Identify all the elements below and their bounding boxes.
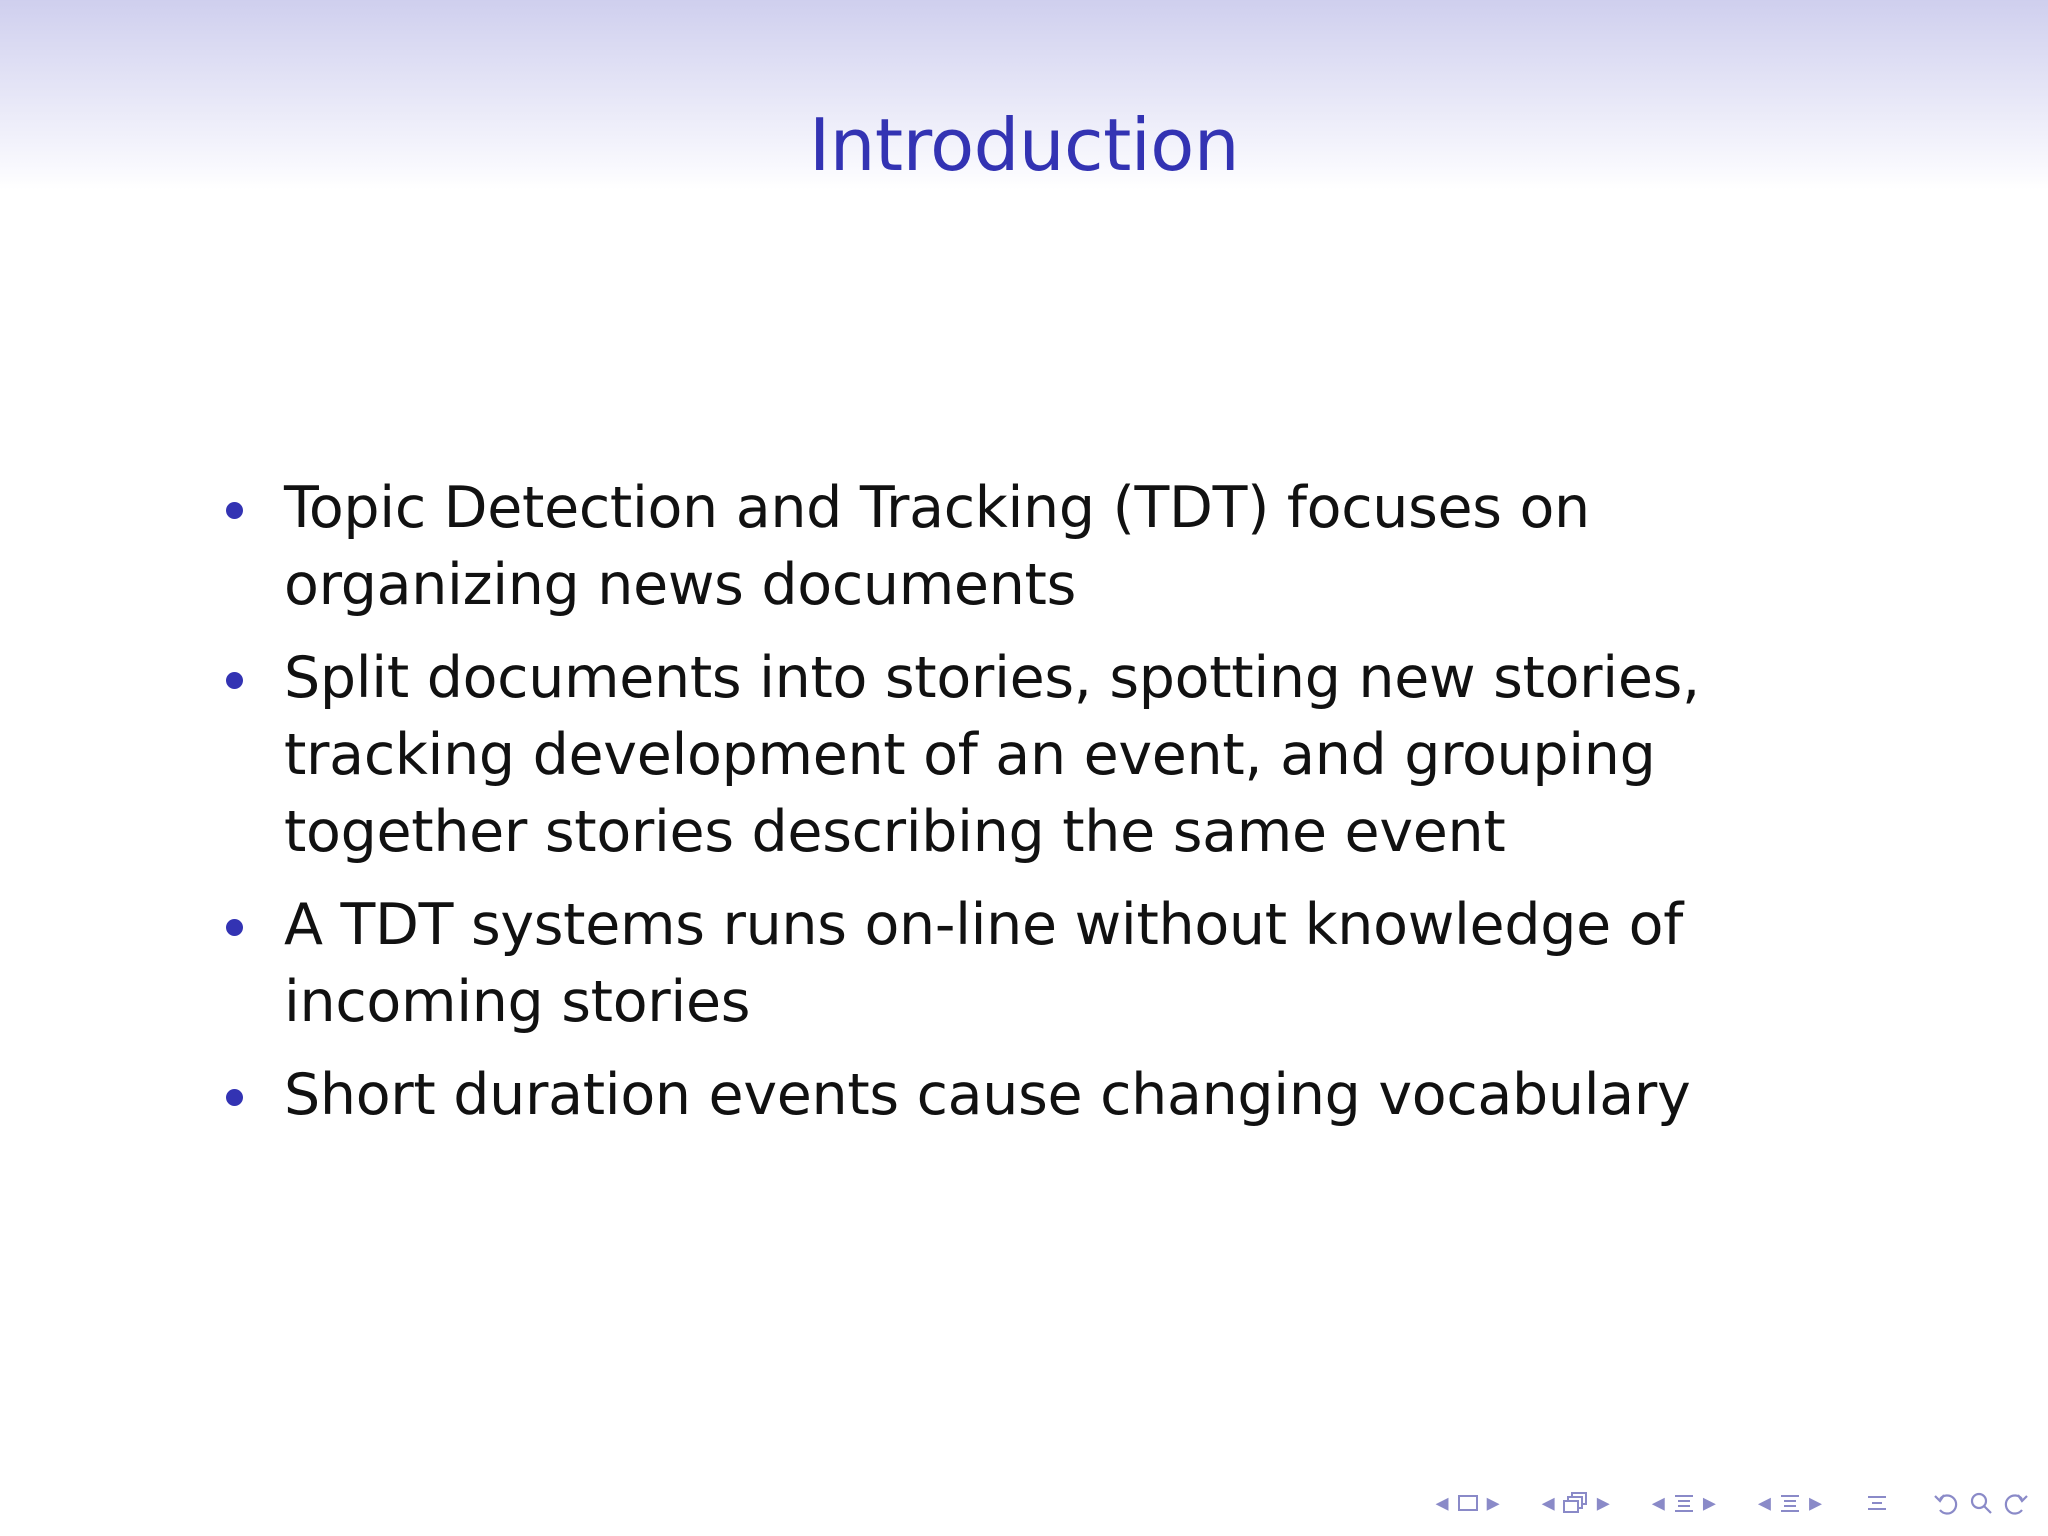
align-nav <box>1864 1492 1890 1514</box>
bullet-list <box>220 470 1860 1150</box>
arrow-left-icon[interactable]: ◂ <box>1651 1488 1665 1518</box>
bullet-text: Split documents into stories, spotting new stories, tracking development of an event, and grouping together stories describing the same event <box>284 645 1700 865</box>
frame-nav <box>1436 1488 1500 1518</box>
arrow-right-icon[interactable]: ▸ <box>1596 1488 1610 1518</box>
subsection-icon[interactable] <box>1563 1491 1589 1515</box>
arrow-right-icon[interactable]: ▸ <box>1486 1488 1500 1518</box>
section-icon[interactable] <box>1779 1492 1801 1514</box>
bullet-icon <box>226 672 243 689</box>
bullet-text: A TDT systems runs on-line without knowledge of incoming stories <box>284 892 1684 1035</box>
section-nav <box>1652 1488 1716 1518</box>
undo-icon[interactable] <box>1932 1491 1960 1515</box>
bullet-text: Topic Detection and Tracking (TDT) focuses on organizing news documents <box>284 475 1590 618</box>
bullet-item <box>220 470 1860 624</box>
beamer-navigation-bar <box>1436 1488 2031 1518</box>
bullet-icon <box>226 1089 243 1106</box>
arrow-left-icon[interactable]: ◂ <box>1541 1488 1555 1518</box>
presentation-nav <box>1758 1488 1822 1518</box>
redo-icon[interactable] <box>2002 1491 2030 1515</box>
bullet-text: Short duration events cause changing vocabulary <box>284 1062 1691 1128</box>
section-icon[interactable] <box>1673 1492 1695 1514</box>
frame-icon[interactable] <box>1457 1494 1479 1512</box>
arrow-left-icon[interactable]: ◂ <box>1435 1488 1449 1518</box>
arrow-right-icon[interactable]: ▸ <box>1702 1488 1716 1518</box>
search-icon[interactable] <box>1968 1490 1994 1516</box>
search-nav <box>1932 1490 2030 1516</box>
align-icon[interactable] <box>1864 1492 1890 1514</box>
arrow-left-icon[interactable]: ◂ <box>1757 1488 1771 1518</box>
bullet-item <box>220 640 1860 871</box>
bullet-item <box>220 887 1860 1041</box>
bullet-item <box>220 1057 1860 1134</box>
arrow-right-icon[interactable]: ▸ <box>1808 1488 1822 1518</box>
slide-title: Introduction <box>808 103 1239 187</box>
bullet-icon <box>226 502 243 519</box>
subsection-nav <box>1542 1488 1610 1518</box>
bullet-icon <box>226 919 243 936</box>
